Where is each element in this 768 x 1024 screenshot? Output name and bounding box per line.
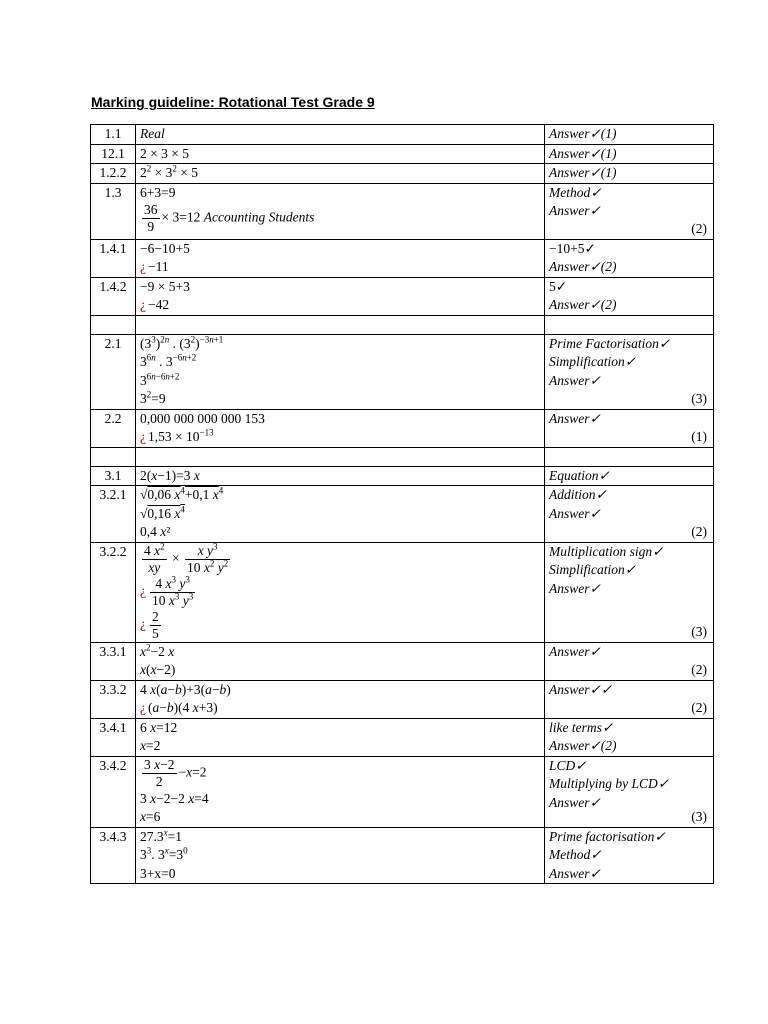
table-row <box>91 642 714 680</box>
question-number: 1.4.2 <box>91 277 136 315</box>
working: −9 × 5+3 ¿ −42 <box>136 277 545 315</box>
mark-total: (2) <box>691 524 707 539</box>
table-row <box>91 334 714 409</box>
mark-allocation: Answer✓(1) <box>545 125 714 145</box>
mark-total: (2) <box>691 700 707 715</box>
working: $27.3^x=1$ $3^3$. $3^x=3^0$ 3+x=0 <box>136 827 545 884</box>
blank-row <box>91 447 714 466</box>
table-row <box>91 144 714 164</box>
question-number: 12.1 <box>91 144 136 164</box>
mark-total: (1) <box>691 429 707 444</box>
working: $\frac{4 x^2}{xy}$ × $\frac{x y^3}{10 x^2 y^2}$ ¿ $\frac{4 x^3 y^3}{10 x^3 y^3}$ ¿ $\frac{2}{5}$ <box>136 542 545 642</box>
mark-allocation: −10+5✓ Answer✓(2) <box>545 239 714 277</box>
question-number: 1.4.1 <box>91 239 136 277</box>
question-number: 1.1 <box>91 125 136 145</box>
table-row <box>91 680 714 718</box>
mark-total: (2) <box>691 662 707 677</box>
working: $\frac{3 x-2}{2}$ −x=2 3 x−2−2 x=4 x=6 <box>136 756 545 827</box>
table-row <box>91 756 714 827</box>
page-title: Marking guideline: Rotational Test Grade 9 <box>91 94 375 110</box>
table-row <box>91 125 714 145</box>
mark-total: (3) <box>691 809 707 824</box>
mark-allocation: Answer✓ (2) <box>545 642 714 680</box>
table-row <box>91 164 714 184</box>
question-number: 2.2 <box>91 409 136 447</box>
mark-allocation: Prime factorisation✓ Method✓ Answer✓ <box>545 827 714 884</box>
working: Real <box>136 125 545 145</box>
mark-allocation: Answer✓(1) <box>545 144 714 164</box>
question-number: 3.2.2 <box>91 542 136 642</box>
table-row <box>91 409 714 447</box>
table-row <box>91 827 714 884</box>
question-number: 3.4.2 <box>91 756 136 827</box>
working: −6−10+5 ¿ −11 <box>136 239 545 277</box>
mark-total: (3) <box>691 624 707 639</box>
working: $2^2 \times 3^2 \times 5$ <box>136 164 545 184</box>
mark-allocation: Equation✓ <box>545 466 714 486</box>
question-number: 1.2.2 <box>91 164 136 184</box>
fraction: $\frac{36}{9}$ <box>144 202 158 234</box>
working: $x^2-2$ x x(x−2) <box>136 642 545 680</box>
question-number: 3.3.1 <box>91 642 136 680</box>
table-row <box>91 277 714 315</box>
question-number: 3.3.2 <box>91 680 136 718</box>
mark-allocation: Prime Factorisation✓ Simplification✓ Answer✓ (3) <box>545 334 714 409</box>
table-row <box>91 239 714 277</box>
working: 2(x−1)=3 x <box>136 466 545 486</box>
marking-guideline-table <box>90 124 714 884</box>
table-row <box>91 718 714 756</box>
working: 6 x=12 x=2 <box>136 718 545 756</box>
mark-allocation: Answer✓(1) <box>545 164 714 184</box>
working: $(3^3)^{2n}$ . $(3^2)^{-3n+1}$ $3^{6n}$ . $3^{-6n+2}$ $3^{6n-6n+2}$ $3^2=9$ <box>136 334 545 409</box>
mark-allocation: LCD✓ Multiplying by LCD✓ Answer✓ (3) <box>545 756 714 827</box>
working: 2 × 3 × 5 <box>136 144 545 164</box>
mark-allocation: Addition✓ Answer✓ (2) <box>545 486 714 543</box>
mark-allocation: 5✓ Answer✓(2) <box>545 277 714 315</box>
question-number: 3.1 <box>91 466 136 486</box>
mark-allocation: Answer✓✓ (2) <box>545 680 714 718</box>
question-number: 1.3 <box>91 183 136 239</box>
table-row <box>91 466 714 486</box>
question-number: 3.4.3 <box>91 827 136 884</box>
mark-allocation: Answer✓ (1) <box>545 409 714 447</box>
mark-allocation: Multiplication sign✓ Simplification✓ Answer✓ (3) <box>545 542 714 642</box>
mark-total: (3) <box>691 391 707 406</box>
table-row <box>91 542 714 642</box>
table-row <box>91 183 714 239</box>
working: 6+3=9 $\frac{36}{9}$ × 3=12 Accounting Students <box>136 183 545 239</box>
working: 0,000 000 000 000 153 ¿ $1,53 \times 10^{-13}$ <box>136 409 545 447</box>
question-number: 3.4.1 <box>91 718 136 756</box>
mark-total: (2) <box>691 221 707 236</box>
question-number: 2.1 <box>91 334 136 409</box>
mark-allocation: like terms✓ Answer✓(2) <box>545 718 714 756</box>
blank-row <box>91 315 714 334</box>
question-number: 3.2.1 <box>91 486 136 543</box>
working: √0,06 $x^4+0,1$ $x^4$ √0,16 $x^4$ 0,4 x² <box>136 486 545 543</box>
working: 4 x(a−b)+3(a−b) ¿ (a−b)(4 x+3) <box>136 680 545 718</box>
table-row <box>91 486 714 543</box>
mark-allocation: Method✓ Answer✓ (2) <box>545 183 714 239</box>
